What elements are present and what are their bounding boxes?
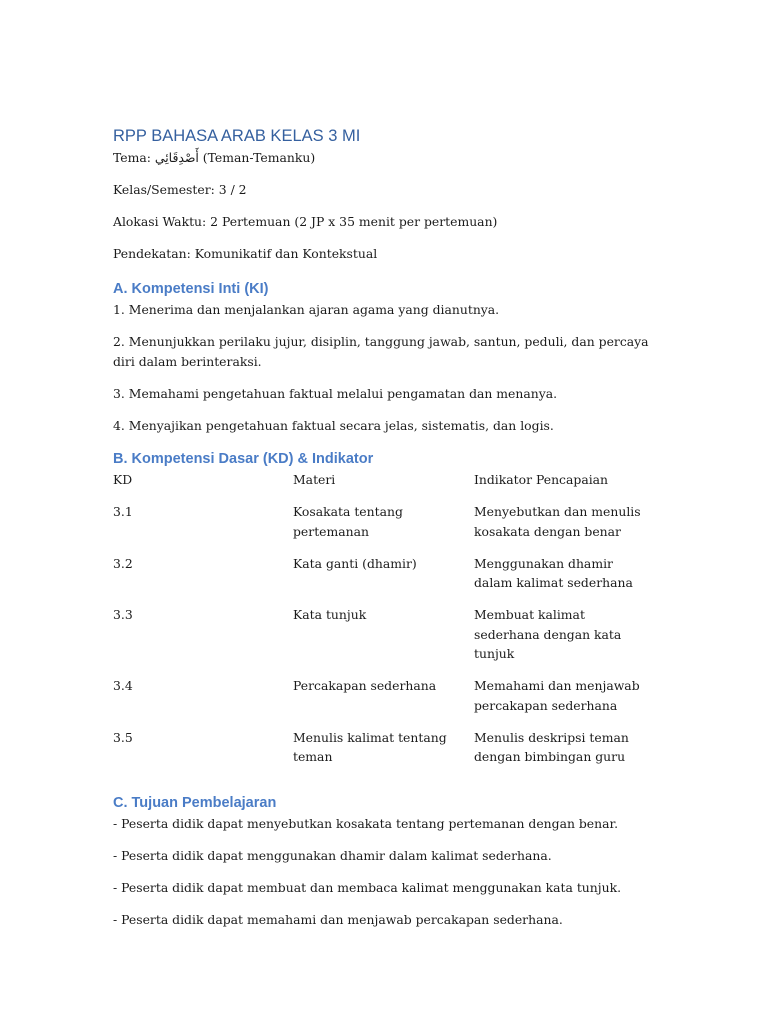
kompetensi-inti-list xyxy=(113,300,653,448)
document-meta xyxy=(113,148,653,276)
list-item: 3. Memahami pengetahuan faktual melalui pengamatan dan menanya. xyxy=(113,385,558,401)
column-header-materi: Materi xyxy=(293,472,336,487)
table-row xyxy=(113,502,653,554)
meta-pendekatan: Pendekatan: Komunikatif dan Kontekstual xyxy=(113,246,378,261)
column-header-indikator: Indikator Pencapaian xyxy=(474,472,609,487)
table-row xyxy=(113,605,653,676)
table-cell-materi: Menulis kalimat tentang teman xyxy=(293,729,447,764)
meta-alokasi-waktu: Alokasi Waktu: 2 Pertemuan (2 JP x 35 menit per pertemuan) xyxy=(113,214,498,229)
list-item: - Peserta didik dapat menyebutkan kosakata tentang pertemanan dengan benar. xyxy=(113,816,619,831)
table-cell-kd: 3.3 xyxy=(113,607,133,622)
kompetensi-dasar-table-wrapper xyxy=(113,470,653,779)
table-cell-materi: Kata tunjuk xyxy=(293,607,367,622)
table-cell-kd: 3.5 xyxy=(113,729,133,745)
document-title: RPP BAHASA ARAB KELAS 3 MI xyxy=(113,127,361,145)
table-cell-materi: Kata ganti (dhamir) xyxy=(293,555,417,571)
meta-kelas-semester: Kelas/Semester: 3 / 2 xyxy=(113,182,247,197)
section-heading-tujuan-pembelajaran: C. Tujuan Pembelajaran xyxy=(113,795,277,811)
meta-tema: Tema: أَصْدِقَائِي (Teman-Temanku) xyxy=(113,150,316,165)
table-cell-kd: 3.1 xyxy=(113,504,133,519)
kompetensi-dasar-table xyxy=(113,470,653,779)
table-cell-materi: Kosakata tentang pertemanan xyxy=(293,504,403,539)
table-cell-indikator: Menggunakan dhamir dalam kalimat sederhana xyxy=(474,555,633,590)
list-item: 2. Menunjukkan perilaku jujur, disiplin, tanggung jawab, santun, peduli, dan percaya diri dalam berinteraksi. xyxy=(113,334,649,369)
table-cell-indikator: Menulis deskripsi teman dengan bimbingan guru xyxy=(474,729,629,764)
table-cell-indikator: Memahami dan menjawab percakapan sederhana xyxy=(474,678,640,713)
document-page xyxy=(113,124,653,927)
section-heading-kompetensi-dasar: B. Kompetensi Dasar (KD) & Indikator xyxy=(113,451,374,467)
table-row xyxy=(113,728,653,780)
table-row xyxy=(113,554,653,606)
list-item: - Peserta didik dapat membuat dan membaca kalimat menggunakan kata tunjuk. xyxy=(113,880,622,895)
table-cell-kd: 3.2 xyxy=(113,555,133,571)
table-row xyxy=(113,676,653,728)
list-item: 1. Menerima dan menjalankan ajaran agama yang dianutnya. xyxy=(113,302,500,317)
list-item: - Peserta didik dapat menggunakan dhamir dalam kalimat sederhana. xyxy=(113,848,552,863)
table-cell-indikator: Menyebutkan dan menulis kosakata dengan benar xyxy=(474,504,641,539)
list-item: 4. Menyajikan pengetahuan faktual secara jelas, sistematis, dan logis. xyxy=(113,417,554,433)
list-item: - Peserta didik dapat memahami dan menjawab percakapan sederhana. xyxy=(113,912,563,927)
table-cell-indikator: Membuat kalimat sederhana dengan kata tunjuk xyxy=(474,607,622,661)
table-cell-materi: Percakapan sederhana xyxy=(293,678,437,693)
section-heading-kompetensi-inti: A. Kompetensi Inti (KI) xyxy=(113,281,269,297)
column-header-kd: KD xyxy=(113,472,133,487)
tujuan-pembelajaran-list xyxy=(113,814,653,942)
table-header-row xyxy=(113,470,653,502)
table-cell-kd: 3.4 xyxy=(113,678,133,693)
